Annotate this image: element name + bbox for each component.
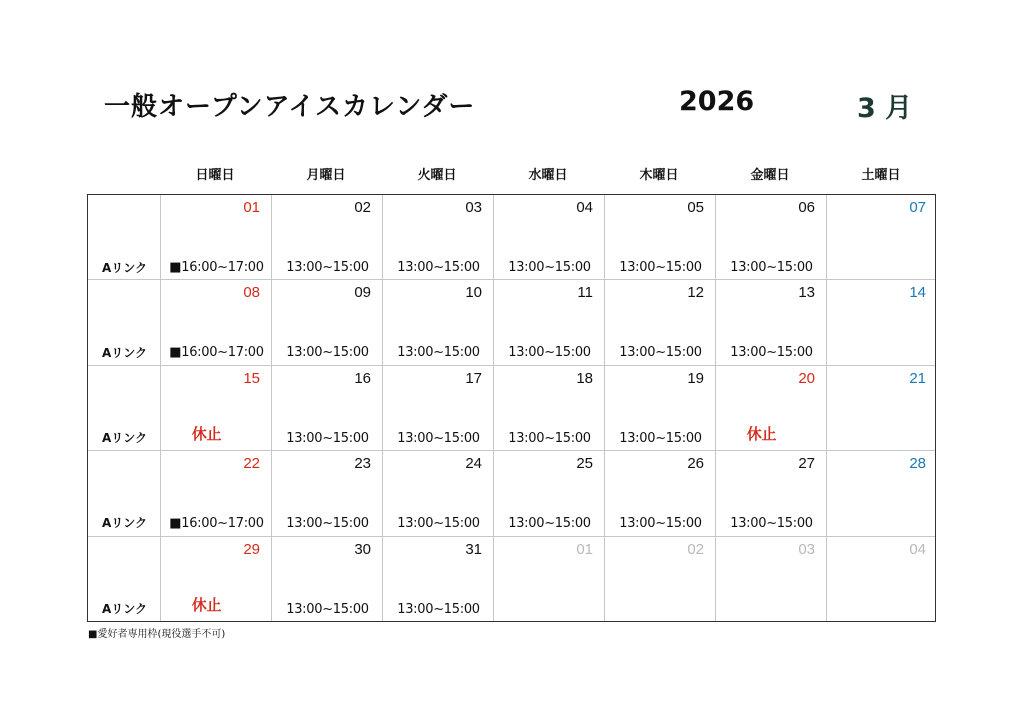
day-cell [716, 280, 827, 365]
day-cell [827, 451, 938, 536]
session-time: 13:00~15:00 [619, 431, 702, 446]
day-number: 03 [798, 541, 815, 558]
day-number: 04 [576, 199, 593, 216]
footnote: ■愛好者専用枠(現役選手不可) [88, 629, 226, 640]
day-cell [494, 195, 605, 280]
day-number: 06 [798, 199, 815, 216]
day-cell [494, 280, 605, 365]
rink-label: Aリンク [101, 261, 148, 275]
day-number: 24 [465, 455, 482, 472]
closed-label: 休止 [746, 425, 777, 443]
calendar-title: 一般オープンアイスカレンダー [104, 92, 476, 122]
day-cell [827, 280, 938, 365]
session-time: 13:00~15:00 [730, 345, 813, 360]
rink-label: Aリンク [101, 431, 148, 445]
session-time: 13:00~15:00 [397, 431, 480, 446]
session-time: ■16:00~17:00 [169, 516, 264, 531]
weekday-header-sun: 日曜日 [195, 168, 235, 183]
weekday-header-mon: 月曜日 [306, 168, 346, 183]
day-number: 29 [243, 541, 260, 558]
day-number: 22 [243, 455, 260, 472]
day-cell [605, 195, 716, 280]
weekday-header-fri: 金曜日 [750, 168, 790, 183]
day-number: 28 [909, 455, 926, 472]
day-number: 15 [243, 370, 260, 387]
day-cell [605, 280, 716, 365]
day-cell [827, 366, 938, 451]
day-number: 01 [576, 541, 593, 558]
session-time: 13:00~15:00 [286, 516, 369, 531]
day-cell [272, 280, 383, 365]
day-cell [161, 366, 272, 451]
day-number: 19 [687, 370, 704, 387]
session-time: 13:00~15:00 [397, 602, 480, 617]
day-cell [272, 195, 383, 280]
day-number: 14 [909, 284, 926, 301]
session-time: 13:00~15:00 [397, 516, 480, 531]
day-cell [605, 537, 716, 622]
session-time: 13:00~15:00 [286, 345, 369, 360]
day-number: 13 [798, 284, 815, 301]
session-time: 13:00~15:00 [508, 431, 591, 446]
day-number: 01 [243, 199, 260, 216]
session-time: 13:00~15:00 [286, 260, 369, 275]
day-cell [716, 537, 827, 622]
day-number: 20 [798, 370, 815, 387]
session-time: ■16:00~17:00 [169, 260, 264, 275]
day-cell [827, 195, 938, 280]
day-number: 31 [465, 541, 482, 558]
rink-label: Aリンク [101, 346, 148, 360]
day-number: 03 [465, 199, 482, 216]
day-number: 02 [354, 199, 371, 216]
day-cell [383, 280, 494, 365]
calendar-table [87, 194, 936, 622]
day-number: 12 [687, 284, 704, 301]
day-number: 02 [687, 541, 704, 558]
day-cell [494, 366, 605, 451]
session-time: 13:00~15:00 [730, 516, 813, 531]
day-cell [161, 451, 272, 536]
session-time: 13:00~15:00 [730, 260, 813, 275]
rink-label: Aリンク [101, 602, 148, 616]
day-number: 09 [354, 284, 371, 301]
day-cell [383, 537, 494, 622]
session-time: 13:00~15:00 [286, 602, 369, 617]
day-number: 18 [576, 370, 593, 387]
calendar-month: 3 月 [857, 93, 913, 124]
day-cell [827, 537, 938, 622]
session-time: 13:00~15:00 [508, 345, 591, 360]
session-time: 13:00~15:00 [619, 516, 702, 531]
session-time: 13:00~15:00 [397, 345, 480, 360]
day-number: 04 [909, 541, 926, 558]
day-cell [716, 366, 827, 451]
day-number: 21 [909, 370, 926, 387]
day-number: 07 [909, 199, 926, 216]
day-number: 27 [798, 455, 815, 472]
closed-label: 休止 [191, 596, 222, 614]
session-time: 13:00~15:00 [619, 260, 702, 275]
day-number: 05 [687, 199, 704, 216]
day-cell [383, 366, 494, 451]
weekday-header-wed: 水曜日 [528, 168, 568, 183]
day-cell [272, 451, 383, 536]
day-number: 10 [465, 284, 482, 301]
day-number: 25 [576, 455, 593, 472]
day-cell [161, 195, 272, 280]
session-time: ■16:00~17:00 [169, 345, 264, 360]
day-cell [716, 451, 827, 536]
session-time: 13:00~15:00 [508, 260, 591, 275]
day-cell [272, 366, 383, 451]
day-number: 08 [243, 284, 260, 301]
day-cell [161, 537, 272, 622]
session-time: 13:00~15:00 [508, 516, 591, 531]
day-cell [383, 451, 494, 536]
session-time: 13:00~15:00 [397, 260, 480, 275]
calendar-year: 2026 [679, 86, 755, 117]
day-number: 26 [687, 455, 704, 472]
day-cell [494, 451, 605, 536]
rink-label: Aリンク [101, 516, 148, 530]
day-cell [494, 537, 605, 622]
day-cell [716, 195, 827, 280]
session-time: 13:00~15:00 [286, 431, 369, 446]
day-number: 11 [577, 284, 593, 301]
weekday-header-thu: 木曜日 [639, 168, 679, 183]
day-cell [272, 537, 383, 622]
day-number: 30 [354, 541, 371, 558]
day-number: 17 [465, 370, 482, 387]
day-cell [161, 280, 272, 365]
day-cell [605, 451, 716, 536]
weekday-header-tue: 火曜日 [417, 168, 457, 183]
weekday-header-sat: 土曜日 [861, 168, 901, 183]
closed-label: 休止 [191, 425, 222, 443]
session-time: 13:00~15:00 [619, 345, 702, 360]
day-cell [383, 195, 494, 280]
day-number: 23 [354, 455, 371, 472]
day-number: 16 [354, 370, 371, 387]
